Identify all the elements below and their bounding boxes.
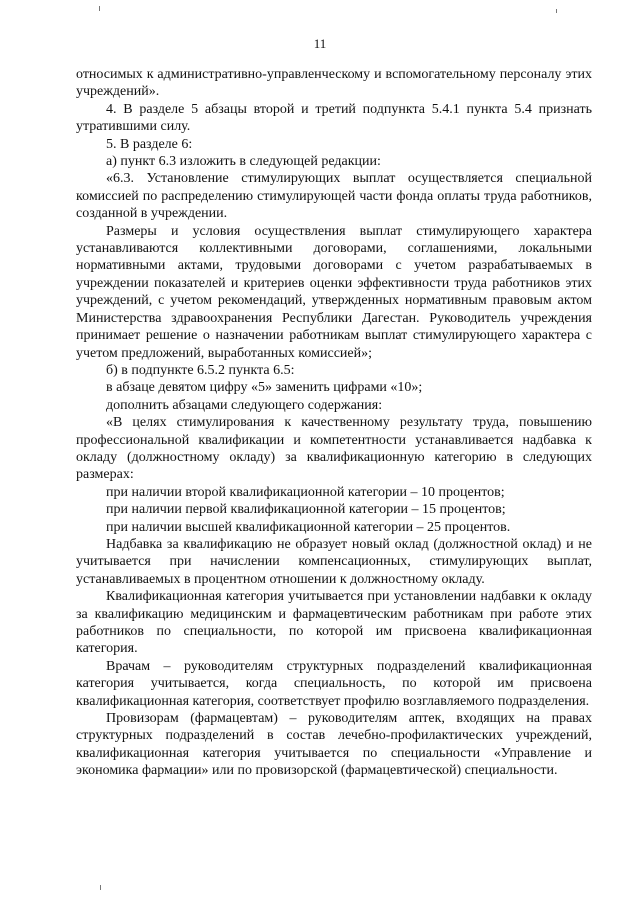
paragraph-12: при наличии первой квалификационной категории – 15 процентов; xyxy=(106,502,506,518)
paragraph-16: Врачам – руководителям структурных подразделений квалификационная категория учитывается, когда специальность, по которой им присвоена квалификационная категория, соответствует профилю возглавляемого подразделения. xyxy=(76,658,592,709)
paragraph-10: «В целях стимулирования к качественному результату труда, повышению профессиональной квалификации и компетентности устанавливается надбавка к окладу (должностному окладу) за квалификационную категорию в следующих размерах: xyxy=(76,415,592,483)
paragraph-15: Квалификационная категория учитывается при установлении надбавки к окладу за квалификацию медицинским и фармацевтическим работникам при работе этих работников по специальности, по которой им присвоена квалификационная категория. xyxy=(76,589,592,657)
page-number: 11 xyxy=(313,36,327,51)
paragraph-14: Надбавка за квалификацию не образует новый оклад (должностной оклад) и не учитывается при начислении компенсационных, стимулирующих выплат, устанавливаемых в процентном отношении к должностному окладу. xyxy=(76,536,592,587)
paragraph-13: при наличии высшей квалификационной категории – 25 процентов. xyxy=(106,519,511,535)
paragraph-4: а) пункт 6.3 изложить в следующей редакции: xyxy=(106,154,381,170)
paragraph-1: относимых к административно-управленческому и вспомогательному персоналу этих учреждений». xyxy=(76,67,592,100)
scan-mark-bottom-left xyxy=(100,885,101,890)
paragraph-8: в абзаце девятом цифру «5» заменить цифрами «10»; xyxy=(106,380,423,396)
scan-mark-top-left xyxy=(99,6,100,11)
document-body xyxy=(76,66,592,780)
scan-mark-top-right xyxy=(556,9,557,13)
paragraph-5: «6.3. Установление стимулирующих выплат осуществляется специальной комиссией по распределению стимулирующей части фонда оплаты труда работников, созданной в учреждении. xyxy=(76,171,592,222)
paragraph-6: Размеры и условия осуществления выплат стимулирующего характера устанавливаются коллективными договорами, соглашениями, локальными нормативными актами, трудовыми договорами с учетом разрабатываемых в учреждении показателей и критериев оценки эффективности труда работников этих учреждений, с учетом рекомендаций, утвержденных нормативным правовым актом Министерства здравоохранения Республики Дагестан. Руководитель учреждения принимает решение о назначении работникам выплат стимулирующего характера с учетом предложений, выработанных комиссией»; xyxy=(76,223,592,361)
paragraph-11: при наличии второй квалификационной категории – 10 процентов; xyxy=(106,484,505,500)
paragraph-9: дополнить абзацами следующего содержания: xyxy=(106,397,383,413)
paragraph-2: 4. В разделе 5 абзацы второй и третий подпункта 5.4.1 пункта 5.4 признать утратившими силу. xyxy=(76,101,592,135)
paragraph-7: б) в подпункте 6.5.2 пункта 6.5: xyxy=(106,362,295,378)
paragraph-3: 5. В разделе 6: xyxy=(106,136,193,152)
paragraph-17: Провизорам (фармацевтам) – руководителям аптек, входящих на правах структурных подразделений в состав лечебно-профилактических учреждений, квалификационная категория учитывается по специальности «Управление и экономика фармации» или по провизорской (фармацевтической) специальности. xyxy=(76,711,592,779)
